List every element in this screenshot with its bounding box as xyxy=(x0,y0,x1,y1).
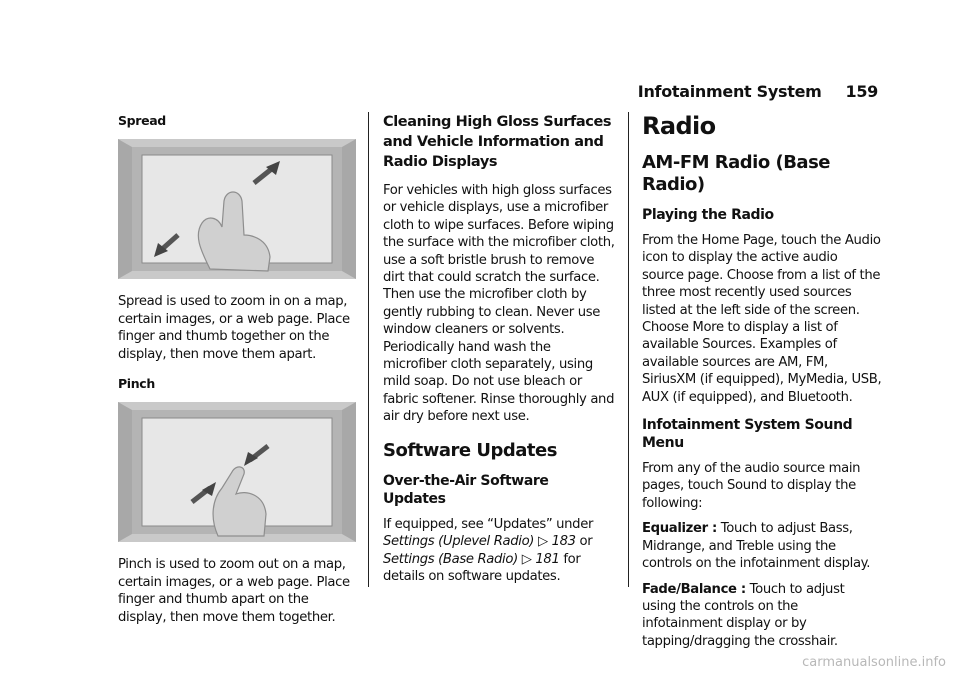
pinch-label: Pinch xyxy=(118,376,155,392)
fade-balance-term: Fade/Balance : xyxy=(642,581,746,597)
fade-balance-text: Touch to adjust using the controls on the infotainment display or by tapping/dragging the crosshair. xyxy=(642,581,845,649)
spread-label: Spread xyxy=(118,113,166,128)
section-title: Infotainment System xyxy=(637,82,822,101)
spread-gesture-illustration xyxy=(118,139,356,279)
column-2 xyxy=(383,112,615,593)
cleaning-text: For vehicles with high gloss surfaces or vehicle displays, use a microfiber cloth to wipe surfaces. Before wiping the surface with the microfiber cloth, use a soft bristle brush to remove dirt that could scratch the surface. Then use the microfiber cloth by gently rubbing to clean. Never use window cleaners or solvents. Periodically hand wash the microfiber cloth separately, using mild soap. Do not use bleach or fabric softener. Rinse thoroughly and air dry before next use. xyxy=(383,183,615,425)
sound-menu-text: From any of the audio source main pages, touch Sound to display the following: xyxy=(642,461,861,511)
spread-description: Spread is used to zoom in on a map, certain images, or a web page. Place finger and thumb together on the display, then move them apart. xyxy=(118,294,350,362)
watermark: carmanualsonline.info xyxy=(802,655,946,670)
ota-text xyxy=(383,516,615,586)
column-divider xyxy=(368,112,369,587)
settings-uplevel-link[interactable]: Settings (Uplevel Radio) xyxy=(383,534,535,550)
radio-heading: Radio xyxy=(642,112,716,140)
pinch-description: Pinch is used to zoom out on a map, certain images, or a web page. Place finger and thumb apart on the display, then move them together. xyxy=(118,557,350,625)
fade-balance-item xyxy=(642,581,882,651)
ota-text-pre: If equipped, see “Updates” under xyxy=(383,516,594,532)
column-1 xyxy=(118,112,356,634)
playing-text: From the Home Page, touch the Audio icon to display the active audio source page. Choose from a list of the three most recently used sources listed at the left side of the screen. Choose More to display a list of available Sources. Examples of available sources are AM, FM, SiriusXM (if equipped), MyMedia, USB, AUX (if equipped), and Bluetooth. xyxy=(642,233,882,405)
settings-base-page[interactable]: 181 xyxy=(535,551,560,567)
ota-text-or: or xyxy=(575,534,593,550)
settings-base-link[interactable]: Settings (Base Radio) xyxy=(383,551,518,567)
ota-heading: Over-the-Air Software Updates xyxy=(383,472,549,507)
amfm-heading: AM-FM Radio (Base Radio) xyxy=(642,152,830,195)
ref-arrow-icon: ▷ xyxy=(537,534,548,550)
page-header xyxy=(638,82,878,101)
software-updates-heading: Software Updates xyxy=(383,439,557,461)
column-divider xyxy=(628,112,629,587)
column-3 xyxy=(642,112,882,658)
cleaning-heading: Cleaning High Gloss Surfaces and Vehicle Information and Radio Displays xyxy=(383,114,612,170)
equalizer-term: Equalizer : xyxy=(642,521,717,537)
playing-heading: Playing the Radio xyxy=(642,207,774,223)
pinch-gesture-illustration xyxy=(118,402,356,542)
sound-menu-heading: Infotainment System Sound Menu xyxy=(642,417,853,452)
equalizer-item xyxy=(642,520,882,572)
ref-arrow-icon: ▷ xyxy=(521,551,532,567)
page-number: 159 xyxy=(845,82,878,101)
ota-text-post: for details on software updates. xyxy=(383,551,581,584)
settings-uplevel-page[interactable]: 183 xyxy=(551,534,576,550)
equalizer-text: Touch to adjust Bass, Midrange, and Treble using the controls on the infotainment display. xyxy=(642,521,871,572)
